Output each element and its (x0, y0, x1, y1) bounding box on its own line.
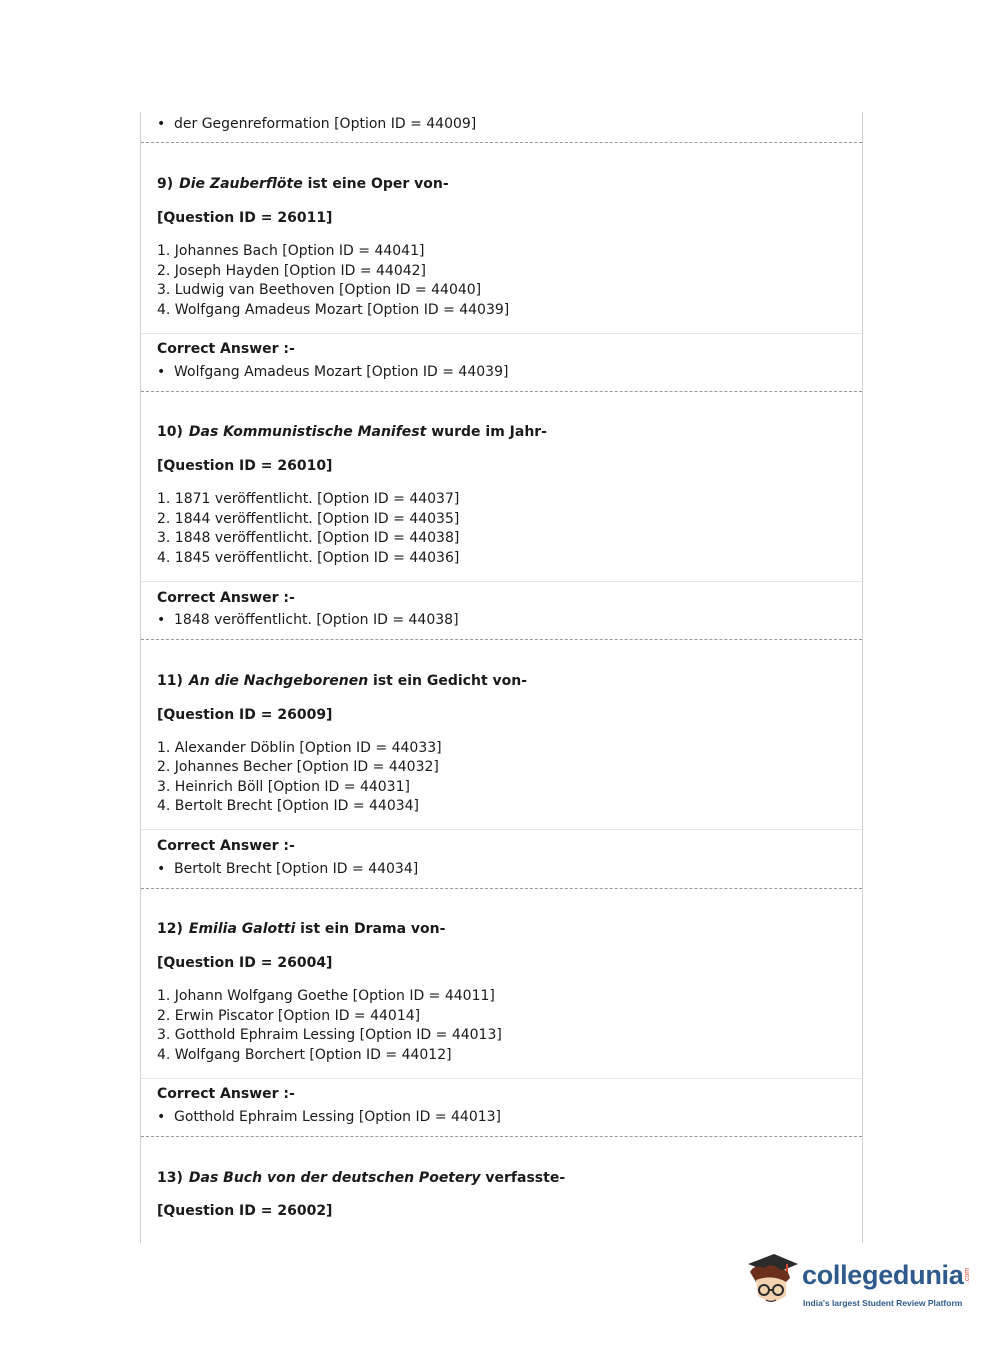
section-separator (141, 581, 862, 582)
divider (141, 1136, 862, 1137)
question-id: [Question ID = 26004] (157, 955, 333, 971)
correct-answer-label: Correct Answer :- (157, 838, 295, 854)
option: 3. Gotthold Ephraim Lessing [Option ID = 44013] (157, 1027, 502, 1043)
option: 3. Ludwig van Beethoven [Option ID = 44040] (157, 282, 482, 298)
option: 1. Johannes Bach [Option ID = 44041] (157, 243, 425, 259)
document-frame (140, 112, 863, 1243)
option: 2. Erwin Piscator [Option ID = 44014] (157, 1008, 421, 1024)
question-id: [Question ID = 26010] (157, 458, 333, 474)
mascot-icon (742, 1250, 802, 1320)
question-id: [Question ID = 26002] (157, 1203, 333, 1219)
question-title: 12) Emilia Galotti ist ein Drama von- (157, 921, 446, 937)
section-separator (141, 829, 862, 830)
correct-answer: • Bertolt Brecht [Option ID = 44034] (157, 860, 418, 878)
correct-answer-label: Correct Answer :- (157, 590, 295, 606)
option: 4. 1845 veröffentlicht. [Option ID = 44036] (157, 550, 460, 566)
previous-answer: • der Gegenreformation [Option ID = 44009] (157, 115, 476, 133)
divider (141, 639, 862, 640)
option: 4. Wolfgang Amadeus Mozart [Option ID = 44039] (157, 302, 510, 318)
collegedunia-logo (742, 1250, 972, 1320)
option: 1. 1871 veröffentlicht. [Option ID = 44037] (157, 491, 460, 507)
option: 4. Wolfgang Borchert [Option ID = 44012] (157, 1047, 452, 1063)
divider (141, 142, 862, 143)
question-id: [Question ID = 26009] (157, 707, 333, 723)
option: 1. Alexander Döblin [Option ID = 44033] (157, 740, 442, 756)
divider (141, 391, 862, 392)
divider (141, 888, 862, 889)
question-title: 13) Das Buch von der deutschen Poetery verfasste- (157, 1170, 566, 1186)
logo-tagline: India's largest Student Review Platform (803, 1298, 963, 1308)
section-separator (141, 333, 862, 334)
question-id: [Question ID = 26011] (157, 210, 333, 226)
correct-answer-label: Correct Answer :- (157, 1086, 295, 1102)
option: 3. Heinrich Böll [Option ID = 44031] (157, 779, 410, 795)
option: 1. Johann Wolfgang Goethe [Option ID = 44011] (157, 988, 495, 1004)
option: 3. 1848 veröffentlicht. [Option ID = 44038] (157, 530, 460, 546)
question-title: 9) Die Zauberflöte ist eine Oper von- (157, 176, 449, 192)
option: 4. Bertolt Brecht [Option ID = 44034] (157, 798, 420, 814)
correct-answer-label: Correct Answer :- (157, 341, 295, 357)
logo-wordmark: collegedunia (802, 1260, 964, 1290)
question-title: 10) Das Kommunistische Manifest wurde im Jahr- (157, 424, 547, 440)
section-separator (141, 1078, 862, 1079)
option: 2. Johannes Becher [Option ID = 44032] (157, 759, 439, 775)
question-title: 11) An die Nachgeborenen ist ein Gedicht von- (157, 673, 528, 689)
correct-answer: • Wolfgang Amadeus Mozart [Option ID = 44039] (157, 363, 508, 381)
logo-suffix: .com (964, 1267, 972, 1284)
option: 2. Joseph Hayden [Option ID = 44042] (157, 263, 427, 279)
option: 2. 1844 veröffentlicht. [Option ID = 44035] (157, 511, 460, 527)
correct-answer: • Gotthold Ephraim Lessing [Option ID = 44013] (157, 1108, 501, 1126)
correct-answer: • 1848 veröffentlicht. [Option ID = 44038] (157, 611, 459, 629)
